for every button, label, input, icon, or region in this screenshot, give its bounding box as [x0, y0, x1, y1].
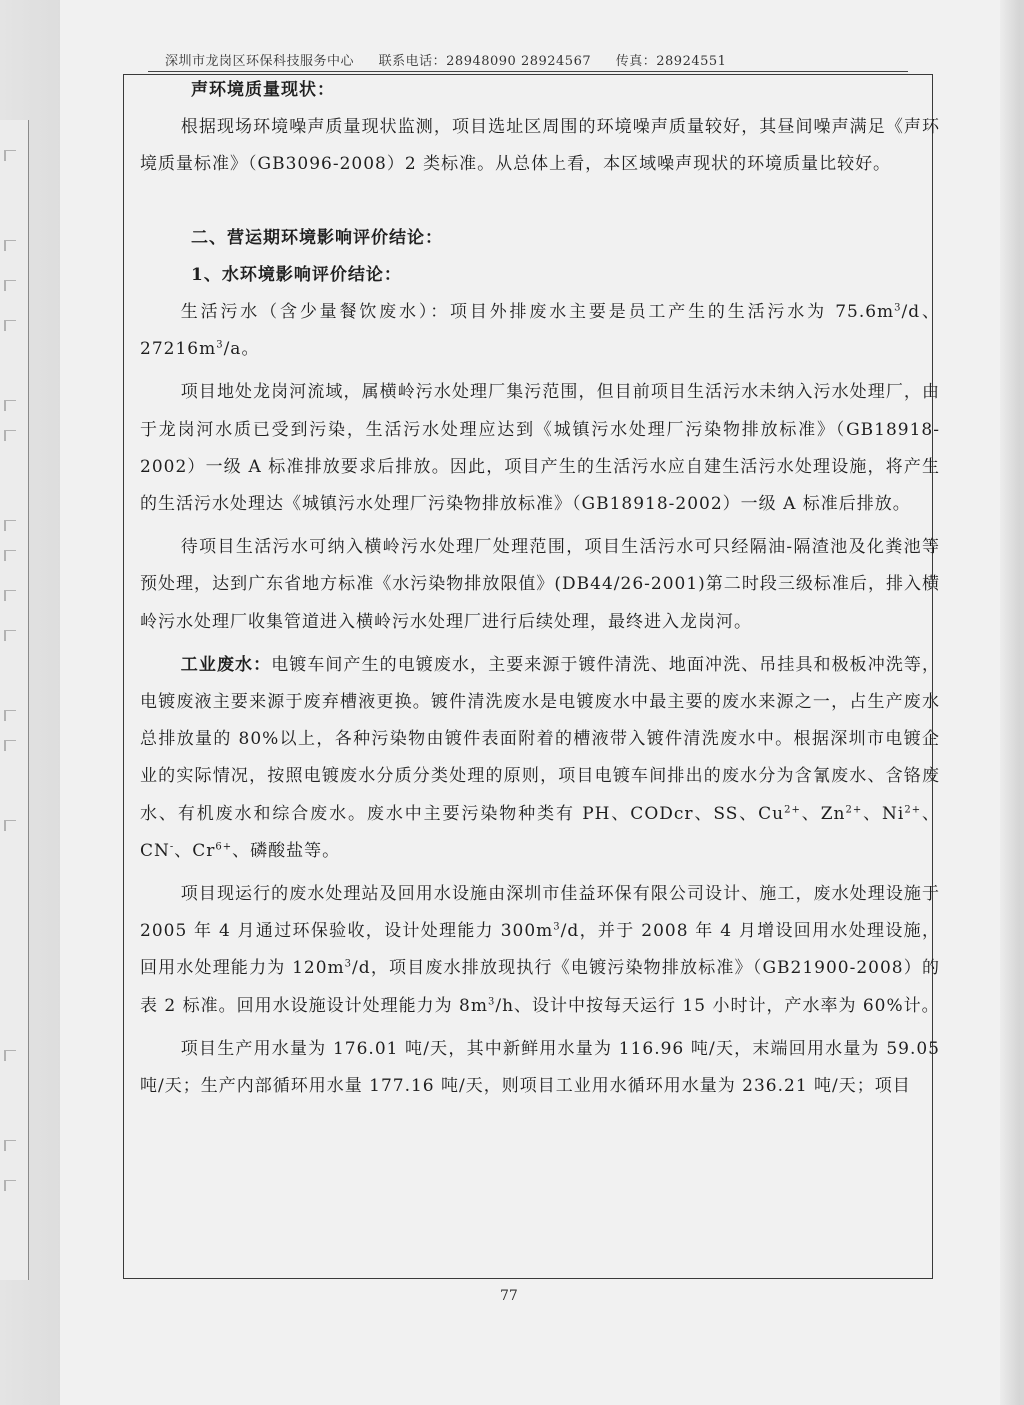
document-body — [140, 72, 940, 1105]
page-header — [165, 50, 985, 69]
water-usage-paragraph: 项目生产用水量为 176.01 吨/天，其中新鲜用水量为 116.96 吨/天，末端回用水量为 59.05 吨/天；生产内部循环用水量 177.16 吨/天，则项目工业用水循环用水量为 236.21 吨/天；项目 — [140, 1038, 940, 1097]
industrial-lead: 工业废水： — [180, 654, 272, 675]
facility-sup-1: 3 — [553, 921, 561, 933]
domestic-text-a: 生活污水（含少量餐饮废水）：项目外排废水主要是员工产生的生活污水为 75.6m — [180, 302, 895, 323]
facility-text-b: /d，并于 2008 年 4 月增设回用水处理设施，回用水处理能力为 120m — [140, 921, 940, 979]
domestic-wastewater-paragraph — [140, 294, 940, 368]
noise-paragraph: 根据现场环境噪声质量现状监测，项目选址区周围的环境噪声质量较好，其昼间噪声满足《声环境质量标准》（GB3096-2008）2 类标准。从总体上看，本区域噪声现状的环境质量比较好。 — [140, 117, 940, 175]
domestic-text-b: /d、27216m — [140, 302, 940, 360]
future-paragraph: 待项目生活污水可纳入横岭污水处理厂处理范围，项目生活污水可只经隔油-隔渣池及化粪池等预处理，达到广东省地方标准《水污染物排放限值》(DB44/26-2001)第二时段三级标准后，排入横岭污水处理厂收集管道进入横岭污水处理厂进行后续处理，最终进入龙岗河。 — [140, 537, 940, 632]
ion-cn-charge: - — [169, 841, 175, 853]
header-phone: 联系电话：28948090 28924567 — [378, 54, 592, 69]
water-heading: 1、水环境影响评价结论： — [191, 264, 402, 285]
ion-cu-charge: 2+ — [784, 804, 801, 815]
facility-text-d: /h、设计中按每天运行 15 小时计，产水率为 60%计。 — [495, 995, 940, 1016]
ion-cr-charge: 6+ — [215, 841, 233, 853]
facility-sup-2: 3 — [344, 958, 353, 970]
ion-zn-charge: 2+ — [845, 804, 863, 815]
ops-heading: 二、营运期环境影响评价结论： — [191, 227, 443, 248]
ion-cn-label: 、CN — [140, 803, 941, 861]
noise-heading: 声环境质量现状： — [191, 80, 335, 100]
domestic-sup-1: 3 — [894, 302, 902, 314]
page-number: 77 — [500, 1288, 518, 1304]
facility-sup-3: 3 — [487, 996, 496, 1008]
facility-text-c: /d，项目废水排放现执行《电镀污染物排放标准》（GB21900-2008）的表 2 标准。回用水设施设计处理能力为 8m — [140, 958, 940, 1016]
header-org: 深圳市龙岗区环保科技服务中心 — [165, 54, 355, 69]
industrial-tail: 、磷酸盐等。 — [232, 840, 341, 861]
domestic-sup-2: 3 — [216, 339, 224, 351]
industrial-text: 电镀车间产生的电镀废水，主要来源于镀件清洗、地面冲洗、吊挂具和极板冲洗等，电镀废液主要来源于废弃槽液更换。镀件清洗废水是电镀废水中最主要的废水来源之一，占生产废水总排放量的 80%以上，各种污染物由镀件表面附着的槽液带入镀件清洗废水中。根据深圳市电镀企业的实际情况，按照电镀废水分质分类处理的原则，项目电镀车间排出的废水分为含氰废水、含铬废水、有机废水和综合废水。废水中主要污染物种类有 PH、CODcr、SS、Cu — [140, 654, 940, 824]
ion-ni-charge: 2+ — [904, 804, 922, 815]
domestic-text-c: /a。 — [223, 339, 260, 360]
ion-cr-label: 、Cr — [174, 840, 216, 861]
ion-zn-label: 、Zn — [800, 803, 846, 824]
industrial-wastewater-paragraph — [140, 647, 940, 870]
facility-text-a: 项目现运行的废水处理站及回用水设施由深圳市佳益环保有限公司设计、施工，废水处理设施于 2005 年 4 月通过环保验收，设计处理能力 300m — [140, 884, 940, 942]
basin-paragraph: 项目地处龙岗河流域，属横岭污水处理厂集污范围，但目前项目生活污水未纳入污水处理厂，由于龙岗河水质已受到污染，生活污水处理应达到《城镇污水处理厂污染物排放标准》（GB18918-2002）一级 A 标准排放要求后排放。因此，项目产生的生活污水应自建生活污水处理设施，将产生的生活污水处理达《城镇污水处理厂污染物排放标准》（GB18918-2002）一级 A 标准后排放。 — [140, 382, 940, 515]
adjacent-page-edge — [0, 120, 29, 1280]
facility-paragraph — [140, 876, 940, 1025]
header-fax: 传真：28924551 — [615, 54, 727, 69]
ion-ni-label: 、Ni — [862, 803, 905, 824]
